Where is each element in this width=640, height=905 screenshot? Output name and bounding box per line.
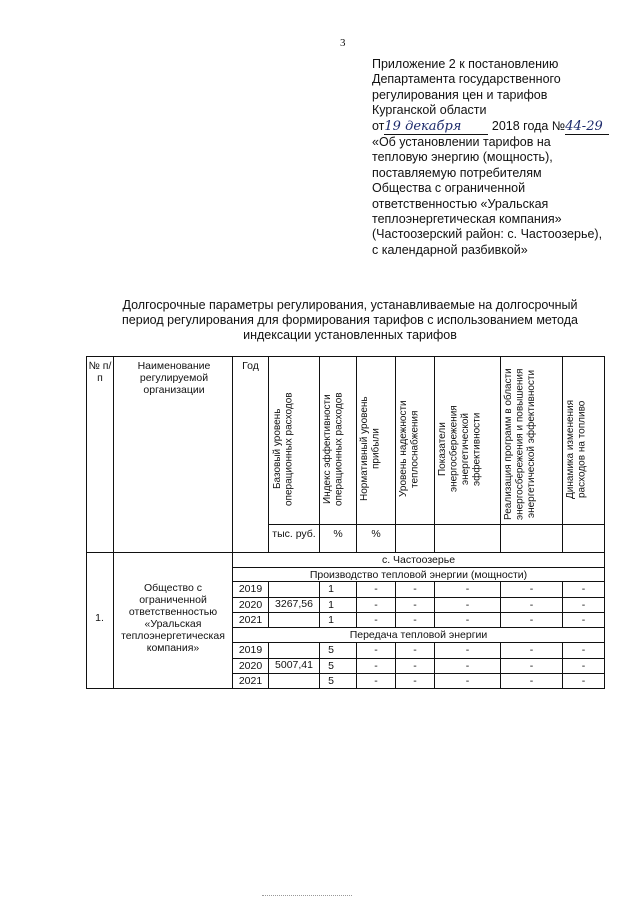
programs-cell: - [529, 614, 534, 626]
unit-eff: % [333, 528, 343, 540]
profit-cell: - [374, 614, 378, 626]
profit-cell: - [374, 583, 378, 595]
year-cell: 2019 [238, 644, 263, 656]
fuel-cell: - [581, 675, 586, 687]
energy-cell: - [465, 614, 470, 626]
profit-cell: - [374, 660, 378, 672]
programs-cell: - [529, 599, 534, 611]
reliability-cell: - [413, 599, 417, 611]
fuel-cell: - [581, 660, 586, 672]
page-number: 3 [340, 37, 346, 49]
subject-line: «Об установлении тарифов на [372, 135, 551, 150]
handwritten-date: 19 декабря [384, 119, 488, 135]
fuel-cell: - [581, 644, 586, 656]
header-org: Наименование регулируемой организации [137, 360, 211, 396]
appendix-line: Приложение 2 к постановлению [372, 57, 559, 71]
programs-cell: - [529, 583, 534, 595]
subject-line: (Частоозерский район: с. Частоозерье), [372, 227, 603, 242]
appendix-line: регулирования цен и тарифов [372, 87, 548, 102]
eff-cell: 5 [328, 660, 334, 672]
reliability-cell: - [413, 675, 417, 687]
fuel-cell: - [581, 614, 586, 626]
eff-cell: 1 [328, 583, 334, 595]
row-number: 1. [95, 612, 104, 624]
scan-artifact-line [262, 895, 352, 897]
base-value: 3267,56 [275, 598, 313, 610]
year-cell: 2020 [238, 599, 263, 611]
header-year: Год [242, 360, 259, 372]
eff-cell: 1 [328, 614, 334, 626]
year-cell: 2019 [238, 583, 263, 595]
subject-line: ответственностью «Уральская [372, 196, 549, 211]
section-title: Передача тепловой энергии [349, 629, 488, 641]
programs-cell: - [529, 660, 534, 672]
appendix-date-line [372, 119, 622, 135]
appendix-block [372, 57, 622, 258]
heading-line: Долгосрочные параметры регулирования, устанавливаемые на долгосрочный [122, 298, 578, 312]
year-cell: 2021 [238, 614, 263, 626]
header-efficiency-index: Индекс эффективности операционных расходов [322, 392, 345, 506]
base-value: 5007,41 [275, 659, 313, 671]
reliability-cell: - [413, 644, 417, 656]
unit-base: тыс. руб. [272, 528, 316, 540]
subject-line: теплоэнергетическая компания» [372, 212, 562, 227]
handwritten-number: 44-29 [565, 119, 609, 135]
energy-cell: - [465, 675, 470, 687]
reliability-cell: - [413, 583, 417, 595]
eff-cell: 5 [328, 675, 334, 687]
section-title: Производство тепловой энергии (мощности) [309, 569, 528, 581]
unit-profit: % [371, 528, 381, 540]
programs-cell: - [529, 675, 534, 687]
header-base-level: Базовый уровень операционных расходов [272, 392, 295, 506]
header-fuel: Динамика изменения расходов на топливо [565, 399, 588, 499]
header-num: № п/п [88, 360, 112, 384]
location-label: с. Частоозерье [381, 554, 456, 566]
fuel-cell: - [581, 599, 586, 611]
fuel-cell: - [581, 583, 586, 595]
energy-cell: - [465, 599, 470, 611]
energy-cell: - [465, 660, 470, 672]
reliability-cell: - [413, 660, 417, 672]
header-reliability: Уровень надежности теплоснабжения [398, 400, 421, 498]
reliability-cell: - [413, 614, 417, 626]
year-cell: 2021 [238, 675, 263, 687]
parameters-table [86, 356, 605, 689]
subject-line: тепловую энергию (мощность), [372, 150, 553, 165]
profit-cell: - [374, 644, 378, 656]
header-profit-level: Нормативный уровень прибыли [359, 396, 382, 502]
profit-cell: - [374, 599, 378, 611]
header-programs: Реализация программ в области энергосбережения и повышения энергетической эффективности [503, 368, 537, 520]
year-cell: 2020 [238, 660, 263, 672]
subject-line: поставляемую потребителям [372, 165, 542, 180]
subject-line: с календарной разбивкой» [372, 242, 528, 257]
appendix-line: Департамента государственного [372, 72, 561, 87]
date-prefix: от [372, 118, 385, 133]
header-energy-saving: Показатели энергосбережения энергетической эффективности [437, 405, 483, 493]
energy-cell: - [465, 583, 470, 595]
date-year: 2018 года № [491, 118, 566, 133]
heading-line: период регулирования для формирования тарифов с использованием метода [122, 313, 578, 327]
subject-line: Общества с ограниченной [372, 181, 526, 196]
programs-cell: - [529, 644, 534, 656]
eff-cell: 1 [328, 599, 334, 611]
profit-cell: - [374, 675, 378, 687]
energy-cell: - [465, 644, 470, 656]
appendix-line: Курганской области [372, 103, 487, 118]
document-heading [90, 298, 610, 343]
organization-name: Общество с ограниченной ответственностью «Уральская теплоэнергетическая компания» [121, 582, 225, 654]
heading-line: индексации установленных тарифов [243, 328, 457, 342]
eff-cell: 5 [328, 644, 334, 656]
